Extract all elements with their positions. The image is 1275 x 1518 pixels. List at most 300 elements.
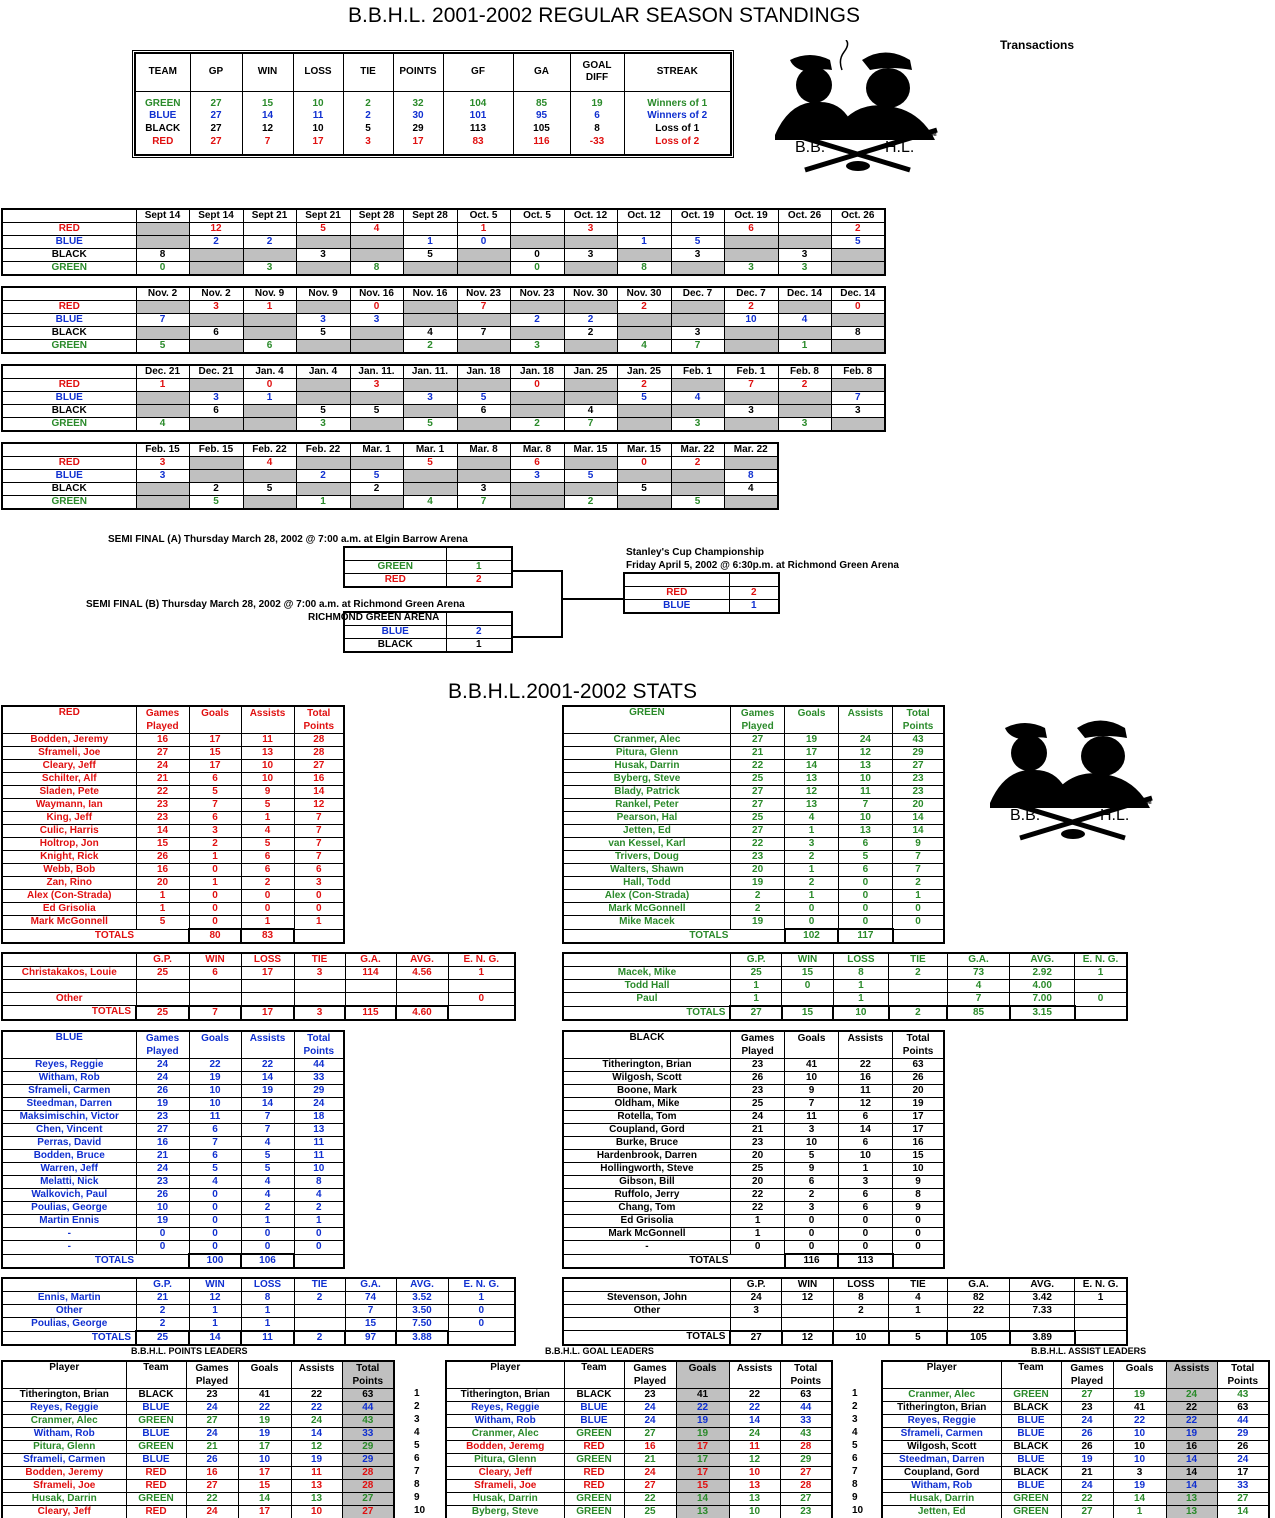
- schedule-score: 5: [296, 405, 350, 418]
- schedule-team: BLUE: [2, 314, 136, 327]
- schedule-bye: [564, 301, 617, 314]
- goalie-stat: [730, 1318, 781, 1331]
- player-stat: 12: [294, 799, 344, 812]
- playoff-row: [344, 625, 512, 638]
- leader-stat: 23: [1061, 1402, 1113, 1415]
- schedule-bye: [403, 262, 457, 276]
- goalie-stat: [189, 980, 241, 993]
- player-stat: 4: [241, 1137, 294, 1150]
- schedule-score: [510, 223, 564, 236]
- player-stat: 5: [785, 1150, 838, 1163]
- player-name: Schilter, Alf: [2, 773, 136, 786]
- leader-stat: 63: [780, 1389, 832, 1402]
- schedule-score: 4: [403, 327, 457, 340]
- player-stat: 1: [136, 903, 189, 916]
- leader-stat: BLUE: [564, 1402, 624, 1415]
- leader-stat: 27: [624, 1480, 676, 1493]
- schedule-row: [2, 379, 885, 392]
- player-name: Coupland, Gord: [563, 1124, 730, 1137]
- team-col-header: Total Points: [893, 706, 944, 734]
- schedule-bye: [510, 327, 564, 340]
- player-row: [2, 747, 344, 760]
- goalie-totals-label: TOTALS: [91, 1331, 131, 1343]
- schedule-team: GREEN: [2, 496, 136, 510]
- leader-stat: 10: [1113, 1454, 1166, 1467]
- player-row: [2, 786, 344, 799]
- schedule-date: Oct. 12: [564, 209, 617, 223]
- schedule-bye: [243, 314, 296, 327]
- points-leaders-table: [1, 1360, 395, 1518]
- schedule-score: 3: [296, 314, 350, 327]
- schedule-score: 3: [564, 249, 617, 262]
- player-stat: 10: [241, 760, 294, 773]
- goalie-stats-red: [1, 952, 516, 1021]
- player-stat: 0: [189, 1189, 241, 1202]
- schedule-bye: [831, 379, 885, 392]
- schedule-score: 3: [457, 483, 510, 496]
- player-stat: 20: [893, 1085, 944, 1098]
- leader-stat: 12: [291, 1441, 342, 1454]
- goalie-total: 2: [294, 1331, 345, 1345]
- player-stat: 43: [893, 734, 944, 747]
- player-stat: 29: [294, 1085, 344, 1098]
- schedule-score: 3: [724, 405, 778, 418]
- goalie-stat: 7.00: [1010, 993, 1075, 1007]
- goalie-stat: 7.50: [396, 1318, 448, 1332]
- leader-name: Witham, Rob: [446, 1415, 564, 1428]
- player-stat: 9: [785, 1163, 838, 1176]
- player-stat: 4: [241, 1189, 294, 1202]
- schedule-score: 7: [457, 496, 510, 510]
- player-name: Ed Grisolia: [2, 903, 136, 916]
- schedule-block: [1, 364, 886, 432]
- leader-stat: 13: [676, 1506, 729, 1518]
- player-row: [2, 1085, 344, 1098]
- player-stat: 0: [189, 903, 241, 916]
- player-name: Hollingworth, Steve: [563, 1163, 730, 1176]
- player-stat: 2: [241, 1202, 294, 1215]
- goalie-stat: [241, 980, 294, 993]
- team-col-header: Games Played: [136, 1031, 189, 1059]
- goalie-col-ga: G.A.: [947, 953, 1010, 967]
- leader-stat: BLACK: [1001, 1441, 1061, 1454]
- player-name: Pearson, Hal: [563, 812, 730, 825]
- schedule-bye: [189, 262, 243, 276]
- schedule-bye: [724, 249, 778, 262]
- schedule-bye: [510, 236, 564, 249]
- player-stat: 17: [893, 1111, 944, 1124]
- leader-stat: 27: [342, 1493, 394, 1506]
- playoff-row: [624, 599, 779, 613]
- player-stat: 6: [838, 1111, 892, 1124]
- goalie-row: [563, 1305, 1127, 1318]
- playoff-score: 1: [446, 638, 512, 652]
- leader-rank: 3: [852, 1414, 858, 1425]
- leader-stat: 14: [1166, 1480, 1217, 1493]
- goals-leaders-table: [445, 1360, 833, 1518]
- schedule-score: 4: [243, 457, 296, 470]
- schedule-date: Dec. 21: [136, 365, 189, 379]
- col-tie: TIE: [343, 53, 393, 91]
- player-name: Mike Macek: [563, 916, 730, 930]
- player-stat: 5: [241, 799, 294, 812]
- goalie-stat: 8: [833, 1292, 888, 1305]
- player-stat: 8: [893, 1189, 944, 1202]
- goalie-stat: 73: [947, 967, 1010, 980]
- player-stat: 23: [730, 1137, 784, 1150]
- schedule-score: [617, 223, 671, 236]
- player-stat: 13: [838, 825, 892, 838]
- schedule-date: Nov. 9: [243, 287, 296, 301]
- player-stat: 0: [241, 890, 294, 903]
- schedule-bye: [189, 457, 243, 470]
- player-stat: 0: [241, 1241, 294, 1255]
- schedule-bye: [403, 314, 457, 327]
- playoff-row: [344, 638, 512, 652]
- player-stat: 24: [136, 1163, 189, 1176]
- totals-goals: 100: [189, 1254, 241, 1268]
- schedule-date: Mar. 8: [457, 443, 510, 457]
- schedule-bye: [724, 457, 778, 470]
- player-stat: 19: [730, 877, 784, 890]
- schedule-score: 3: [778, 418, 831, 432]
- player-row: [563, 1163, 944, 1176]
- leader-col-header: Games Played: [624, 1361, 676, 1389]
- player-stat: 0: [893, 1215, 944, 1228]
- playoff-semi-b: [343, 611, 513, 653]
- schedule-bye: [617, 418, 671, 432]
- leader-row: [2, 1389, 394, 1402]
- schedule-score: 4: [350, 223, 403, 236]
- player-stat: 16: [294, 773, 344, 786]
- schedule-bye: [671, 314, 724, 327]
- player-stat: 0: [189, 1228, 241, 1241]
- goalie-stat: 1: [448, 967, 515, 980]
- leader-rank: 3: [414, 1414, 420, 1425]
- player-stat: 27: [730, 825, 784, 838]
- player-stat: 13: [838, 760, 892, 773]
- goalie-row: [2, 980, 515, 993]
- goalie-blank: [1075, 1331, 1127, 1345]
- standings-streak: Winners of 2: [624, 110, 731, 123]
- player-stat: 10: [838, 812, 892, 825]
- leader-rank: 2: [852, 1401, 858, 1412]
- player-stat: 1: [730, 1215, 784, 1228]
- goalie-row: [563, 1318, 1127, 1331]
- leader-stat: BLUE: [564, 1415, 624, 1428]
- schedule-bye: [189, 340, 243, 354]
- player-stat: 27: [893, 760, 944, 773]
- player-stat: 0: [241, 903, 294, 916]
- leader-stat: 44: [342, 1402, 394, 1415]
- schedule-bye: [564, 236, 617, 249]
- goalie-stat: 4.00: [1010, 980, 1075, 993]
- player-stat: 2: [893, 877, 944, 890]
- totals-assists: 117: [838, 929, 892, 943]
- goalie-col-ga: G.A.: [345, 1278, 396, 1292]
- player-stat: 2: [785, 851, 838, 864]
- player-name: Gibson, Bill: [563, 1176, 730, 1189]
- goalie-total: 15: [782, 1006, 833, 1020]
- goalie-row: [563, 1292, 1127, 1305]
- player-stat: 4: [241, 825, 294, 838]
- player-stat: 7: [189, 799, 241, 812]
- player-stat: 5: [241, 1150, 294, 1163]
- totals-blank: [294, 1254, 344, 1268]
- standings-streak: Loss of 1: [624, 123, 731, 136]
- player-row: [563, 747, 944, 760]
- player-stat: 6: [838, 1202, 892, 1215]
- goalie-name: Macek, Mike: [563, 967, 730, 980]
- leader-rank: 10: [414, 1505, 426, 1516]
- goalie-total: 5: [889, 1331, 948, 1345]
- player-stat: 7: [189, 1137, 241, 1150]
- schedule-score: 3: [510, 340, 564, 354]
- goalie-stats-blue: [1, 1277, 516, 1346]
- player-row: [563, 864, 944, 877]
- player-stat: 7: [294, 825, 344, 838]
- schedule-bye: [778, 392, 831, 405]
- player-stat: 0: [294, 1228, 344, 1241]
- leader-stat: 33: [342, 1428, 394, 1441]
- schedule-score: 5: [671, 496, 724, 510]
- leader-rank: 6: [852, 1453, 858, 1464]
- player-row: [2, 812, 344, 825]
- player-stat: 0: [838, 903, 892, 916]
- leader-row: [446, 1428, 832, 1441]
- stats-title: B.B.H.L.2001-2002 STATS: [448, 680, 698, 703]
- playoff-team: BLUE: [624, 599, 729, 613]
- schedule-score: [778, 223, 831, 236]
- player-stat: 22: [730, 1202, 784, 1215]
- player-stat: 2: [294, 1202, 344, 1215]
- player-stat: 1: [838, 1163, 892, 1176]
- goalie-total: 3.88: [396, 1331, 448, 1345]
- col-win: WIN: [242, 53, 293, 91]
- goalie-col-gp: G.P.: [730, 1278, 781, 1292]
- player-name: Sladen, Pete: [2, 786, 136, 799]
- standings-diff: 19: [570, 91, 624, 110]
- goalie-stat: [448, 980, 515, 993]
- schedule-score: 2: [564, 314, 617, 327]
- goalie-stat: 25: [730, 967, 781, 980]
- player-name: Bodden, Jeremy: [2, 734, 136, 747]
- schedule-date: Sept 28: [350, 209, 403, 223]
- player-stat: 1: [136, 890, 189, 903]
- schedule-bye: [778, 327, 831, 340]
- schedule-date: Nov. 16: [403, 287, 457, 301]
- leader-row: [446, 1493, 832, 1506]
- player-row: [2, 1202, 344, 1215]
- player-stat: 2: [785, 877, 838, 890]
- schedule-date: Feb. 15: [189, 443, 243, 457]
- schedule-score: [403, 223, 457, 236]
- goalie-stat: 25: [136, 967, 189, 980]
- schedule-date: Oct. 26: [831, 209, 885, 223]
- schedule-score: 3: [189, 301, 243, 314]
- leader-rank: 8: [414, 1479, 420, 1490]
- final-label-2: Friday April 5, 2002 @ 6:30p.m. at Richmond Green Arena: [626, 560, 899, 571]
- leader-stat: 13: [1166, 1506, 1217, 1518]
- player-stat: 10: [785, 1072, 838, 1085]
- player-stat: 20: [730, 1150, 784, 1163]
- goalie-stat: [782, 1305, 833, 1318]
- goalie-total: 3.15: [1010, 1006, 1075, 1020]
- schedule-date: Feb. 1: [671, 365, 724, 379]
- leader-row: [882, 1389, 1269, 1402]
- goalie-col-win: WIN: [782, 1278, 833, 1292]
- schedule-bye: [403, 483, 457, 496]
- player-stat: 0: [893, 1228, 944, 1241]
- schedule-bye: [564, 483, 617, 496]
- schedule-score: 2: [403, 340, 457, 354]
- schedule-bye: [243, 470, 296, 483]
- leader-stat: 43: [342, 1415, 394, 1428]
- player-row: [563, 825, 944, 838]
- player-name: Mark McGonnell: [563, 1228, 730, 1241]
- goalie-stat: 1: [241, 1318, 294, 1332]
- goalie-stat: 1: [1075, 1292, 1127, 1305]
- goalie-stat: 15: [345, 1318, 396, 1332]
- playoff-score: 2: [446, 625, 512, 638]
- schedule-score: 0: [243, 379, 296, 392]
- goalie-stat: [294, 980, 345, 993]
- player-name: van Kessel, Karl: [563, 838, 730, 851]
- goalie-stat: 1: [1075, 967, 1127, 980]
- player-name: Blady, Patrick: [563, 786, 730, 799]
- player-name: Cleary, Jeff: [2, 760, 136, 773]
- leader-stat: 27: [780, 1493, 832, 1506]
- player-row: [563, 1124, 944, 1137]
- player-name: Rotella, Tom: [563, 1111, 730, 1124]
- player-name: King, Jeff: [2, 812, 136, 825]
- leader-stat: 22: [676, 1402, 729, 1415]
- leader-stat: 43: [780, 1428, 832, 1441]
- goalie-totals-label: TOTALS: [91, 1006, 131, 1018]
- goalie-col-ga: G.A.: [947, 1278, 1010, 1292]
- goalie-name: Poulias, George: [2, 1318, 136, 1332]
- leader-col-team: Team: [126, 1361, 186, 1389]
- schedule-score: 5: [243, 483, 296, 496]
- goalie-col-eng: E. N. G.: [1075, 1278, 1127, 1292]
- goalie-name: [2, 980, 136, 993]
- leader-row: [2, 1493, 394, 1506]
- schedule-score: 2: [564, 327, 617, 340]
- schedule-score: 8: [831, 327, 885, 340]
- player-row: [563, 799, 944, 812]
- schedule-corner: [2, 443, 136, 457]
- schedule-bye: [671, 470, 724, 483]
- goalie-stat: 2.92: [1010, 967, 1075, 980]
- leader-stat: 24: [1061, 1480, 1113, 1493]
- leader-name: Bodden, Jeremg: [446, 1441, 564, 1454]
- goalie-stat: [136, 980, 189, 993]
- col-gp: GP: [190, 53, 242, 91]
- player-stat: 23: [730, 851, 784, 864]
- schedule-date: Oct. 12: [617, 209, 671, 223]
- schedule-bye: [350, 418, 403, 432]
- team-col-header: Assists: [838, 706, 892, 734]
- schedule-score: 2: [724, 301, 778, 314]
- schedule-score: 5: [136, 340, 189, 354]
- standings-gp: 27: [190, 123, 242, 136]
- schedule-bye: [243, 405, 296, 418]
- schedule-bye: [724, 236, 778, 249]
- goalie-totals-label: TOTALS: [686, 1331, 726, 1343]
- leader-row: [882, 1480, 1269, 1493]
- schedule-date: Jan. 4: [296, 365, 350, 379]
- leader-rank: 1: [852, 1388, 858, 1399]
- schedule-bye: [189, 470, 243, 483]
- schedule-score: 3: [671, 327, 724, 340]
- player-stat: 0: [189, 916, 241, 930]
- player-stat: 21: [136, 773, 189, 786]
- goalie-stat: [345, 993, 396, 1006]
- player-row: [563, 760, 944, 773]
- team-col-header: Assists: [241, 706, 294, 734]
- schedule-bye: [617, 249, 671, 262]
- standings-tie: 2: [343, 91, 393, 110]
- svg-text:B.B.: B.B.: [795, 139, 826, 156]
- player-name: Sframeli, Carmen: [2, 1085, 136, 1098]
- schedule-score: 5: [457, 392, 510, 405]
- player-row: [2, 1111, 344, 1124]
- leader-stat: 24: [624, 1402, 676, 1415]
- leader-stat: 41: [238, 1389, 291, 1402]
- goalie-row: [563, 967, 1127, 980]
- goalie-total: 97: [345, 1331, 396, 1345]
- leader-stat: 22: [291, 1389, 342, 1402]
- schedule-score: 4: [403, 496, 457, 510]
- schedule-score: 7: [724, 379, 778, 392]
- goalie-stat: 2: [889, 967, 948, 980]
- goalie-stat: [833, 1318, 888, 1331]
- player-stat: 0: [294, 890, 344, 903]
- player-stat: 19: [136, 1098, 189, 1111]
- player-stat: 19: [893, 1098, 944, 1111]
- player-stat: 10: [785, 1137, 838, 1150]
- leader-stat: 22: [1061, 1493, 1113, 1506]
- standings-ga: 85: [513, 91, 570, 110]
- schedule-bye: [617, 314, 671, 327]
- standings-gp: 27: [190, 91, 242, 110]
- goalie-stat: [294, 1318, 345, 1332]
- leader-stat: 24: [186, 1428, 238, 1441]
- player-stat: 17: [189, 760, 241, 773]
- leader-stat: 19: [1113, 1389, 1166, 1402]
- schedule-corner: [2, 209, 136, 223]
- player-stat: 14: [893, 812, 944, 825]
- player-stat: 12: [838, 1098, 892, 1111]
- player-stat: 14: [241, 1098, 294, 1111]
- player-name: Alex (Con-Strada): [2, 890, 136, 903]
- leader-stat: RED: [564, 1441, 624, 1454]
- player-stat: 41: [785, 1059, 838, 1072]
- player-stat: 24: [294, 1098, 344, 1111]
- semi-b-arena: RICHMOND GREEN ARENA: [308, 612, 440, 623]
- player-stat: 9: [241, 786, 294, 799]
- schedule-bye: [296, 392, 350, 405]
- leader-name: Husak, Darrin: [2, 1493, 126, 1506]
- goals-leaders-title: B.B.H.L. GOAL LEADERS: [545, 1346, 654, 1356]
- totals-label: TOTALS: [689, 929, 729, 941]
- leader-row: [2, 1506, 394, 1518]
- schedule-bye: [350, 457, 403, 470]
- schedule-score: 2: [617, 379, 671, 392]
- player-row: [563, 1189, 944, 1202]
- leader-stat: 19: [1113, 1480, 1166, 1493]
- standings-gf: 104: [443, 91, 513, 110]
